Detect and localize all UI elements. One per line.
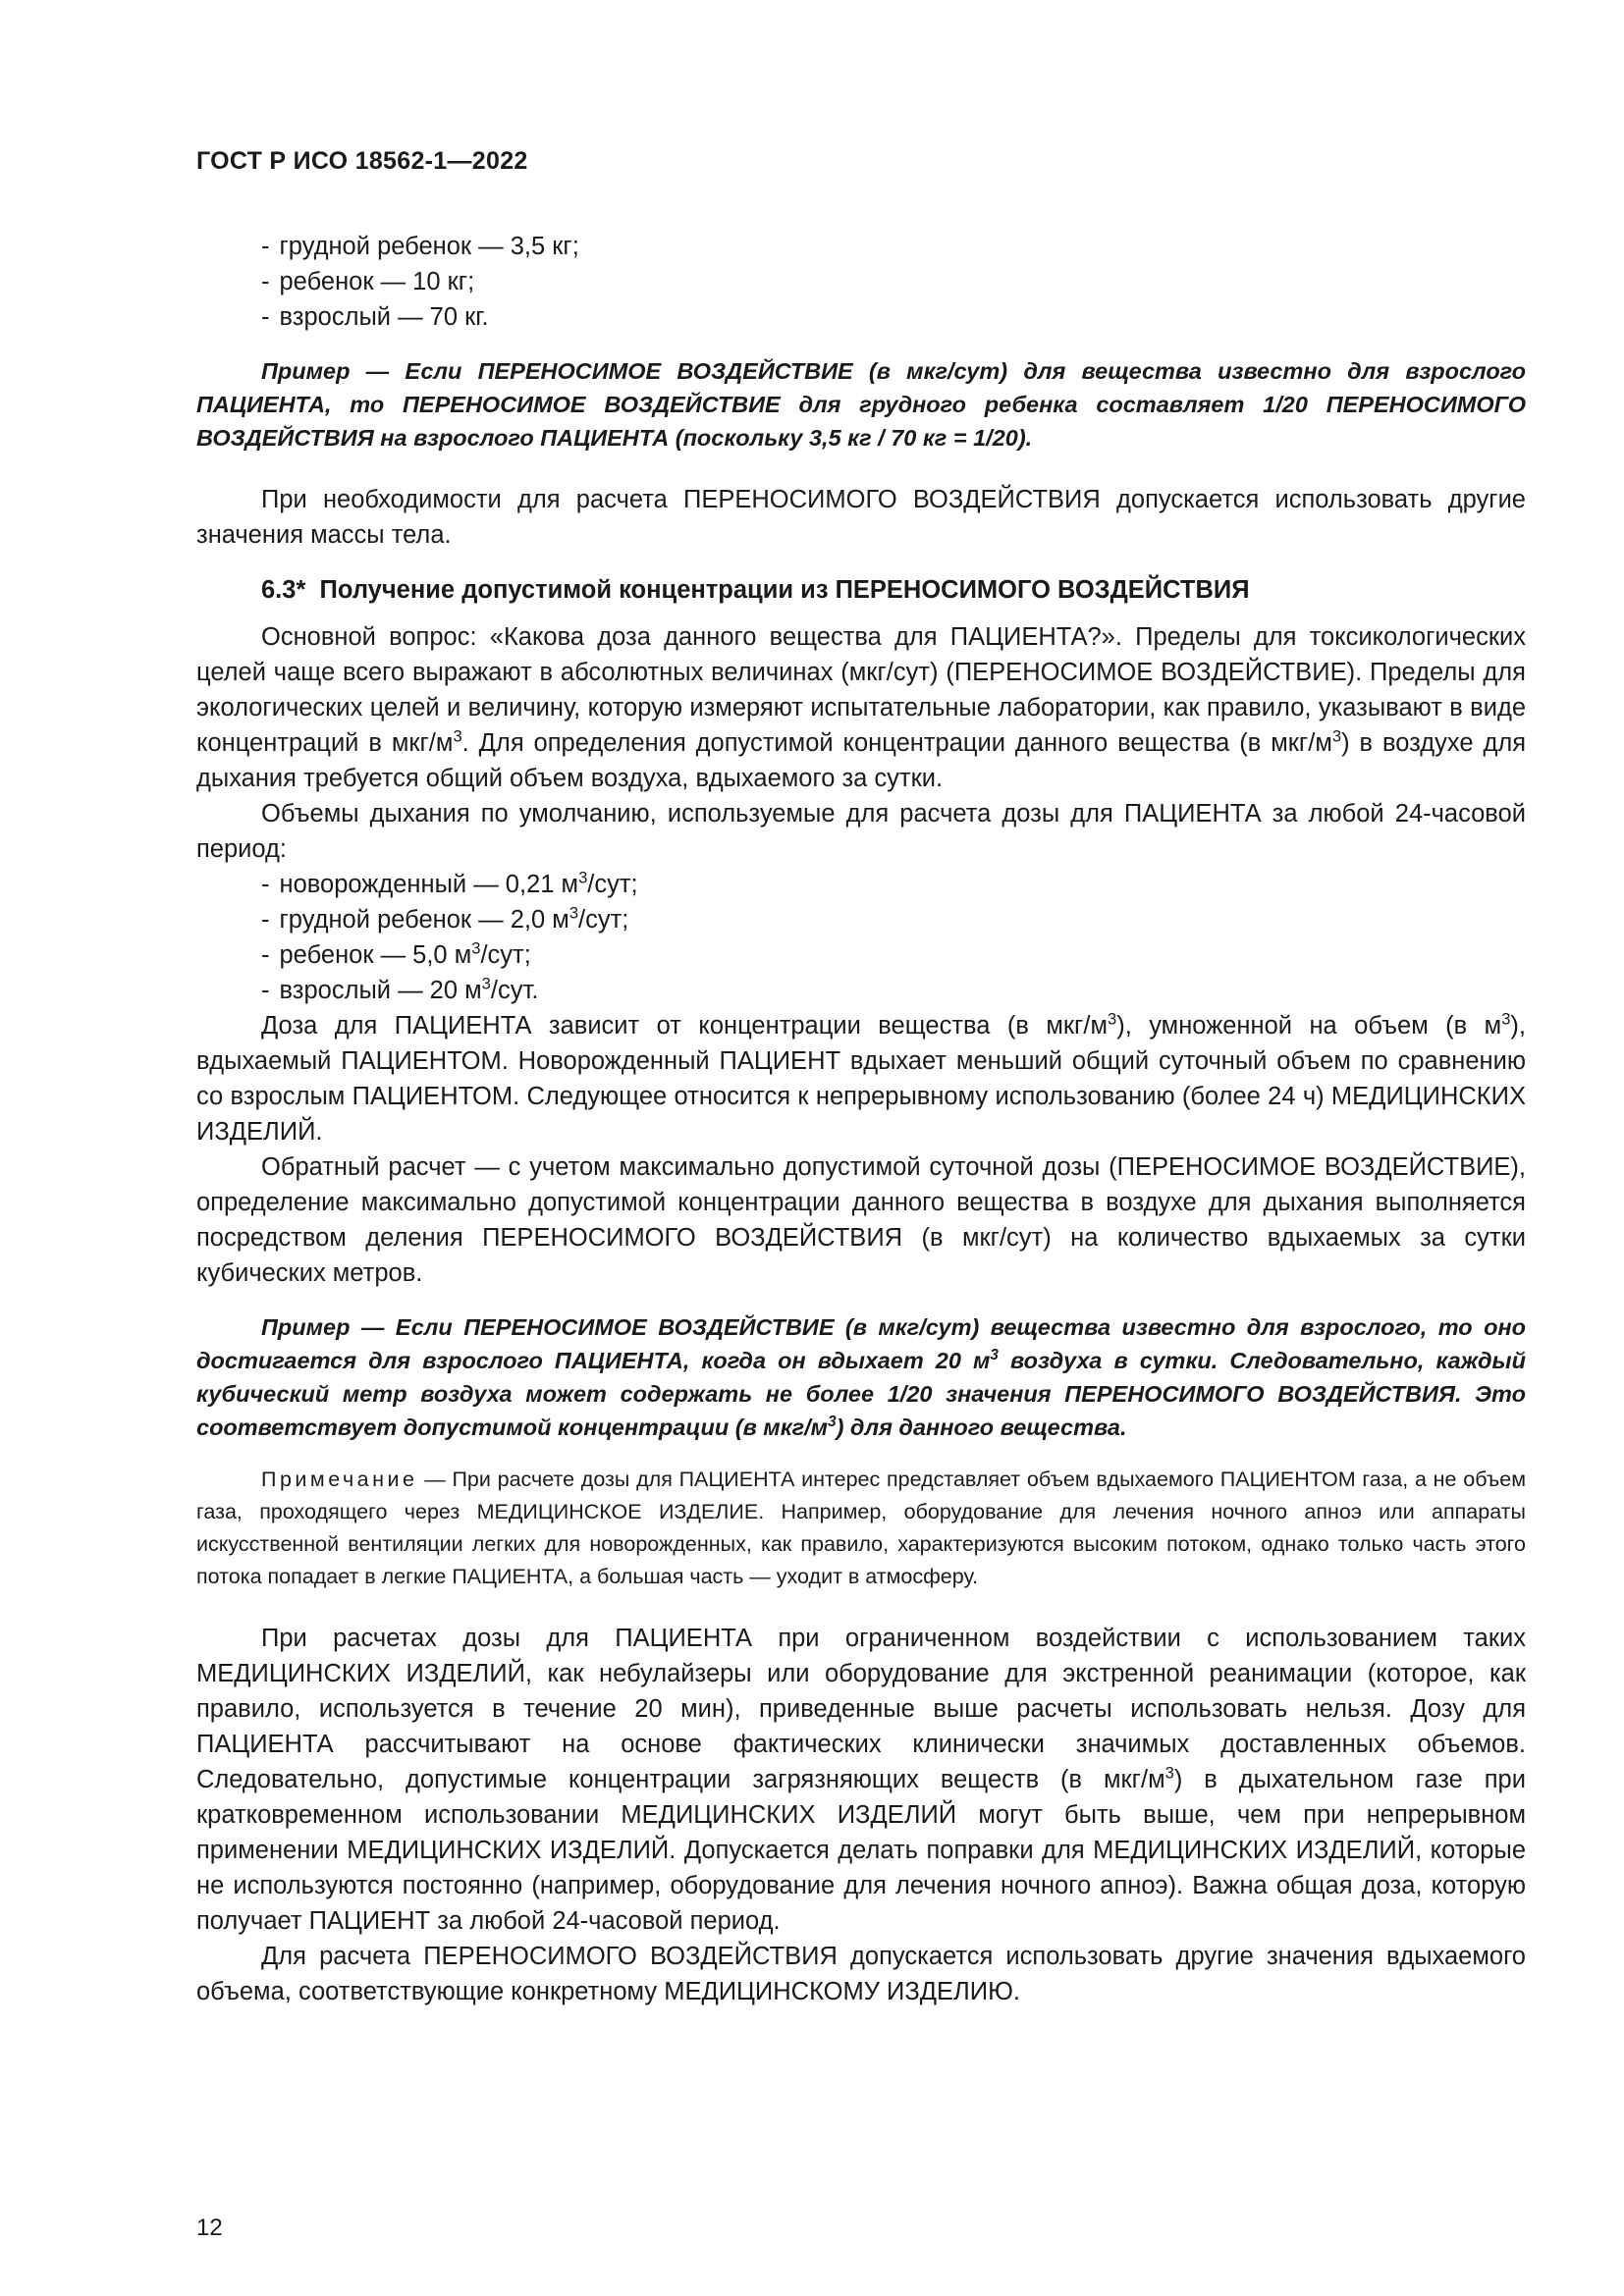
paragraph-other-volumes: Для расчета ПЕРЕНОСИМОГО ВОЗДЕЙСТВИЯ допускается использовать другие значения вдыхаемого объема, соответствующие конкретному МЕДИЦИНСКОМУ ИЗДЕЛИЮ. bbox=[196, 1943, 1526, 2005]
section-heading bbox=[196, 572, 1526, 608]
list-item: - ребенок — 10 кг; bbox=[261, 268, 475, 295]
paragraph-dose: Доза для ПАЦИЕНТА зависит от концентрации вещества (в мкг/$м^3$), умноженной на объем (в $м^3$), вдыхаемый ПАЦИЕНТОМ. Новорожденный ПАЦИЕНТ вдыхает меньший общий суточный объем по сравнению со взрослым ПАЦИЕНТОМ. Следующее относится к непрерывному использованию (более 24 ч) МЕДИЦИНСКИХ ИЗДЕЛИЙ. bbox=[196, 1009, 1526, 1146]
list-item: - взрослый — 70 кг. bbox=[261, 303, 489, 331]
paragraph-limited-exposure: При расчетах дозы для ПАЦИЕНТА при ограниченном воздействии с использованием таких МЕДИЦИНСКИХ ИЗДЕЛИЙ, как небулайзеры или оборудование для экстренной реанимации (которое, как правило, используется в течение 20 мин), приведенные выше расчеты использовать нельзя. Дозу для ПАЦИЕНТА рассчитывают на основе фактических клинически значимых доставленных объемов. Следовательно, допустимые концентрации загрязняющих веществ (в мкг/$м^3$) в дыхательном газе при кратковременном использовании МЕДИЦИНСКИХ ИЗДЕЛИЙ могут быть выше, чем при непрерывном применении МЕДИЦИНСКИХ ИЗДЕЛИЙ. Допускается делать поправки для МЕДИЦИНСКИХ ИЗДЕЛИЙ, которые не используются постоянно (например, оборудование для лечения ночного апноэ). Важна общая доза, которую получает ПАЦИЕНТ за любой 24-часовой период. bbox=[196, 1625, 1526, 1935]
list-item: - грудной ребенок — 3,5 кг; bbox=[261, 233, 579, 260]
note-label: Примечание bbox=[261, 1468, 418, 1491]
page-number: 12 bbox=[196, 2215, 223, 2241]
example-paragraph-2: Пример — Если ПЕРЕНОСИМОЕ ВОЗДЕЙСТВИЕ (в мкг/сут) вещества известно для взрослого, то оно достигается для взрослого ПАЦИЕНТА, когда он вдыхает 20 $м^3$ воздуха в сутки. Следовательно, каждый кубический метр воздуха может содержать не более 1/20 значения ПЕРЕНОСИМОГО ВОЗДЕЙСТВИЯ. Это соответствует допустимой концентрации (в мкг/$м^3$) для данного вещества. bbox=[196, 1314, 1526, 1440]
note-paragraph: Примечание — При расчете дозы для ПАЦИЕНТА интерес представляет объем вдыхаемого ПАЦИЕНТОМ газа, а не объем газа, проходящего через МЕДИЦИНСКОЕ ИЗДЕЛИЕ. Например, оборудование для лечения ночного апноэ или аппараты искусственной вентиляции легких для новорожденных, как правило, характеризуются высоким потоком, однако только часть этого потока попадает в легкие ПАЦИЕНТА, а большая часть — уходит в атмосферу. bbox=[196, 1468, 1526, 1588]
paragraph-main-question: Основной вопрос: «Какова доза данного вещества для ПАЦИЕНТА?». Пределы для токсикологических целей чаще всего выражают в абсолютных величинах (мкг/сут) (ПЕРЕНОСИМОЕ ВОЗДЕЙСТВИЕ). Пределы для экологических целей и величину, которую измеряют испытательные лаборатории, как правило, указывают в виде концентраций в мкг/$м^3$. Для определения допустимой концентрации данного вещества (в мкг/$м^3$) в воздухе для дыхания требуется общий объем воздуха, вдыхаемого за сутки. bbox=[196, 623, 1527, 792]
document-header: ГОСТ Р ИСО 18562-1—2022 bbox=[196, 147, 528, 175]
document-page bbox=[196, 147, 1526, 2009]
list-item: - ребенок — 5,0 $м^3$/сут; bbox=[261, 938, 531, 969]
body-mass-list bbox=[196, 229, 1526, 335]
list-item: - грудной ребенок — 2,0 $м^3$/сут; bbox=[261, 903, 629, 934]
paragraph-reverse-calc: Обратный расчет — с учетом максимально допустимой суточной дозы (ПЕРЕНОСИМОЕ ВОЗДЕЙСТВИЕ), определение максимально допустимой концентрации данного вещества в воздухе для дыхания выполняется посредством деления ПЕРЕНОСИМОГО ВОЗДЕЙСТВИЯ (в мкг/сут) на количество вдыхаемых за сутки кубических метров. bbox=[196, 1153, 1526, 1287]
list-item: - взрослый — 20 $м^3$/сут. bbox=[261, 974, 539, 1004]
section-title: Получение допустимой концентрации из ПЕРЕНОСИМОГО ВОЗДЕЙСТВИЯ bbox=[319, 576, 1250, 604]
paragraph-body-mass: При необходимости для расчета ПЕРЕНОСИМОГО ВОЗДЕЙСТВИЯ допускается использовать другие значения массы тела. bbox=[196, 486, 1526, 549]
breathing-volume-list bbox=[196, 867, 1526, 1008]
section-number: 6.3* bbox=[261, 576, 306, 604]
list-item: - новорожденный — 0,21 $м^3$/сут; bbox=[261, 868, 638, 898]
paragraph-breathing-volumes: Объемы дыхания по умолчанию, используемые для расчета дозы для ПАЦИЕНТА за любой 24-часовой период: bbox=[196, 800, 1526, 863]
example-paragraph-1: Пример — Если ПЕРЕНОСИМОЕ ВОЗДЕЙСТВИЕ (в мкг/сут) для вещества известно для взрослого ПАЦИЕНТА, то ПЕРЕНОСИМОЕ ВОЗДЕЙСТВИЕ для грудного ребенка составляет 1/20 ПЕРЕНОСИМОГО ВОЗДЕЙСТВИЯ на взрослого ПАЦИЕНТА (поскольку 3,5 кг / 70 кг = 1/20). bbox=[196, 358, 1526, 451]
